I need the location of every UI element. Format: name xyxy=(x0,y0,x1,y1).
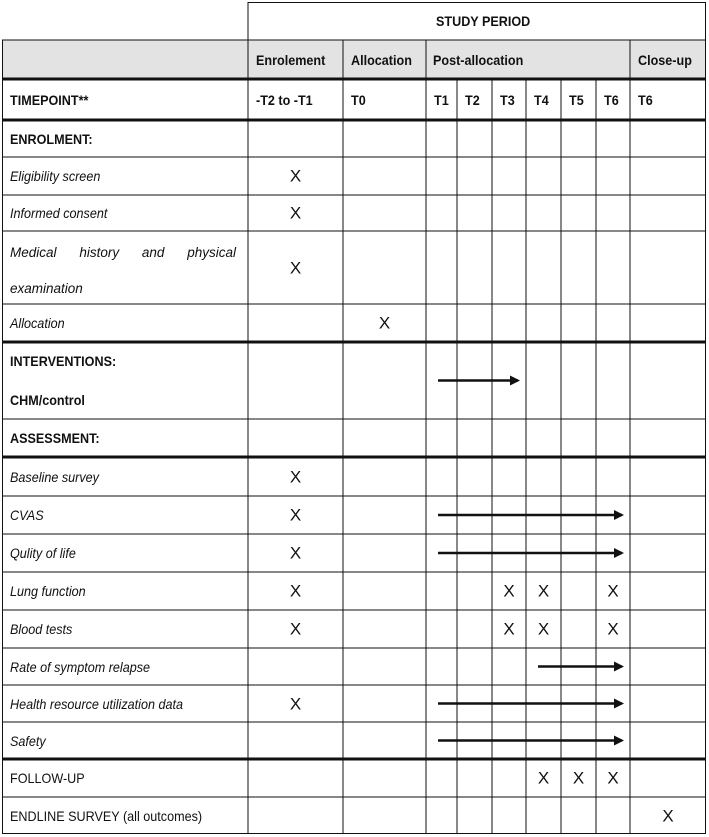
timepoint-header: -T2 to -T1 xyxy=(256,91,313,108)
schedule-mark: X xyxy=(662,806,674,825)
row-label: Medical history and physical examination xyxy=(10,245,236,296)
schedule-mark: X xyxy=(503,581,515,601)
phase-header: Post-allocation xyxy=(433,51,524,68)
timepoint-header: T5 xyxy=(569,91,584,108)
phase-header: Close-up xyxy=(638,51,692,68)
row-label: Eligibility screen xyxy=(10,168,101,184)
timepoint-header: T4 xyxy=(534,91,549,108)
schedule-mark: X xyxy=(289,203,302,223)
row-label: Rate of symptom relapse xyxy=(10,658,151,675)
schedule-mark: X xyxy=(289,694,302,713)
schedule-mark: X xyxy=(537,581,550,601)
timepoint-header: T1 xyxy=(434,91,449,108)
row-label: ENDLINE SURVEY (all outcomes) xyxy=(10,807,203,824)
schedule-mark: X xyxy=(289,166,302,186)
schedule-mark: X xyxy=(289,467,302,486)
schedule-mark: X xyxy=(378,313,391,333)
schedule-mark: X xyxy=(289,505,302,525)
timepoint-header: T6 xyxy=(638,91,653,108)
row-label: Informed consent xyxy=(10,205,108,221)
study-schedule-table xyxy=(2,2,706,834)
row-label: ENROLMENT: xyxy=(10,130,93,147)
study-period-heading: STUDY PERIOD xyxy=(436,13,531,29)
row-label: Safety xyxy=(10,732,46,749)
schedule-mark: X xyxy=(607,768,619,788)
timepoint-header: T0 xyxy=(351,91,366,108)
row-label: CHM/control xyxy=(10,391,85,408)
phase-header: Enrolement xyxy=(256,51,326,68)
phase-header: Allocation xyxy=(351,51,412,68)
schedule-mark: X xyxy=(537,768,550,788)
schedule-mark: X xyxy=(289,619,302,639)
row-label: Allocation xyxy=(10,315,65,331)
row-label: INTERVENTIONS: xyxy=(10,353,117,370)
row-label: FOLLOW-UP xyxy=(10,770,85,786)
schedule-mark: X xyxy=(289,258,302,277)
row-label: Blood tests xyxy=(10,621,73,637)
timepoint-header: T2 xyxy=(465,91,480,108)
schedule-mark: X xyxy=(607,619,619,639)
schedule-mark: X xyxy=(503,619,515,639)
timepoint-label: TIMEPOINT** xyxy=(10,91,89,108)
schedule-mark: X xyxy=(537,619,550,639)
row-label: Qulity of life xyxy=(10,545,76,561)
schedule-mark: X xyxy=(607,581,619,601)
row-label: Health resource utilization data xyxy=(10,695,184,712)
timepoint-header: T3 xyxy=(500,91,515,108)
schedule-mark: X xyxy=(289,543,302,563)
schedule-mark: X xyxy=(289,581,302,601)
row-label: Baseline survey xyxy=(10,468,99,485)
schedule-mark: X xyxy=(572,768,585,788)
timepoint-header: T6 xyxy=(604,91,619,108)
row-label: Lung function xyxy=(10,583,86,599)
row-label: ASSESSMENT: xyxy=(10,430,100,446)
row-label: CVAS xyxy=(10,507,44,523)
